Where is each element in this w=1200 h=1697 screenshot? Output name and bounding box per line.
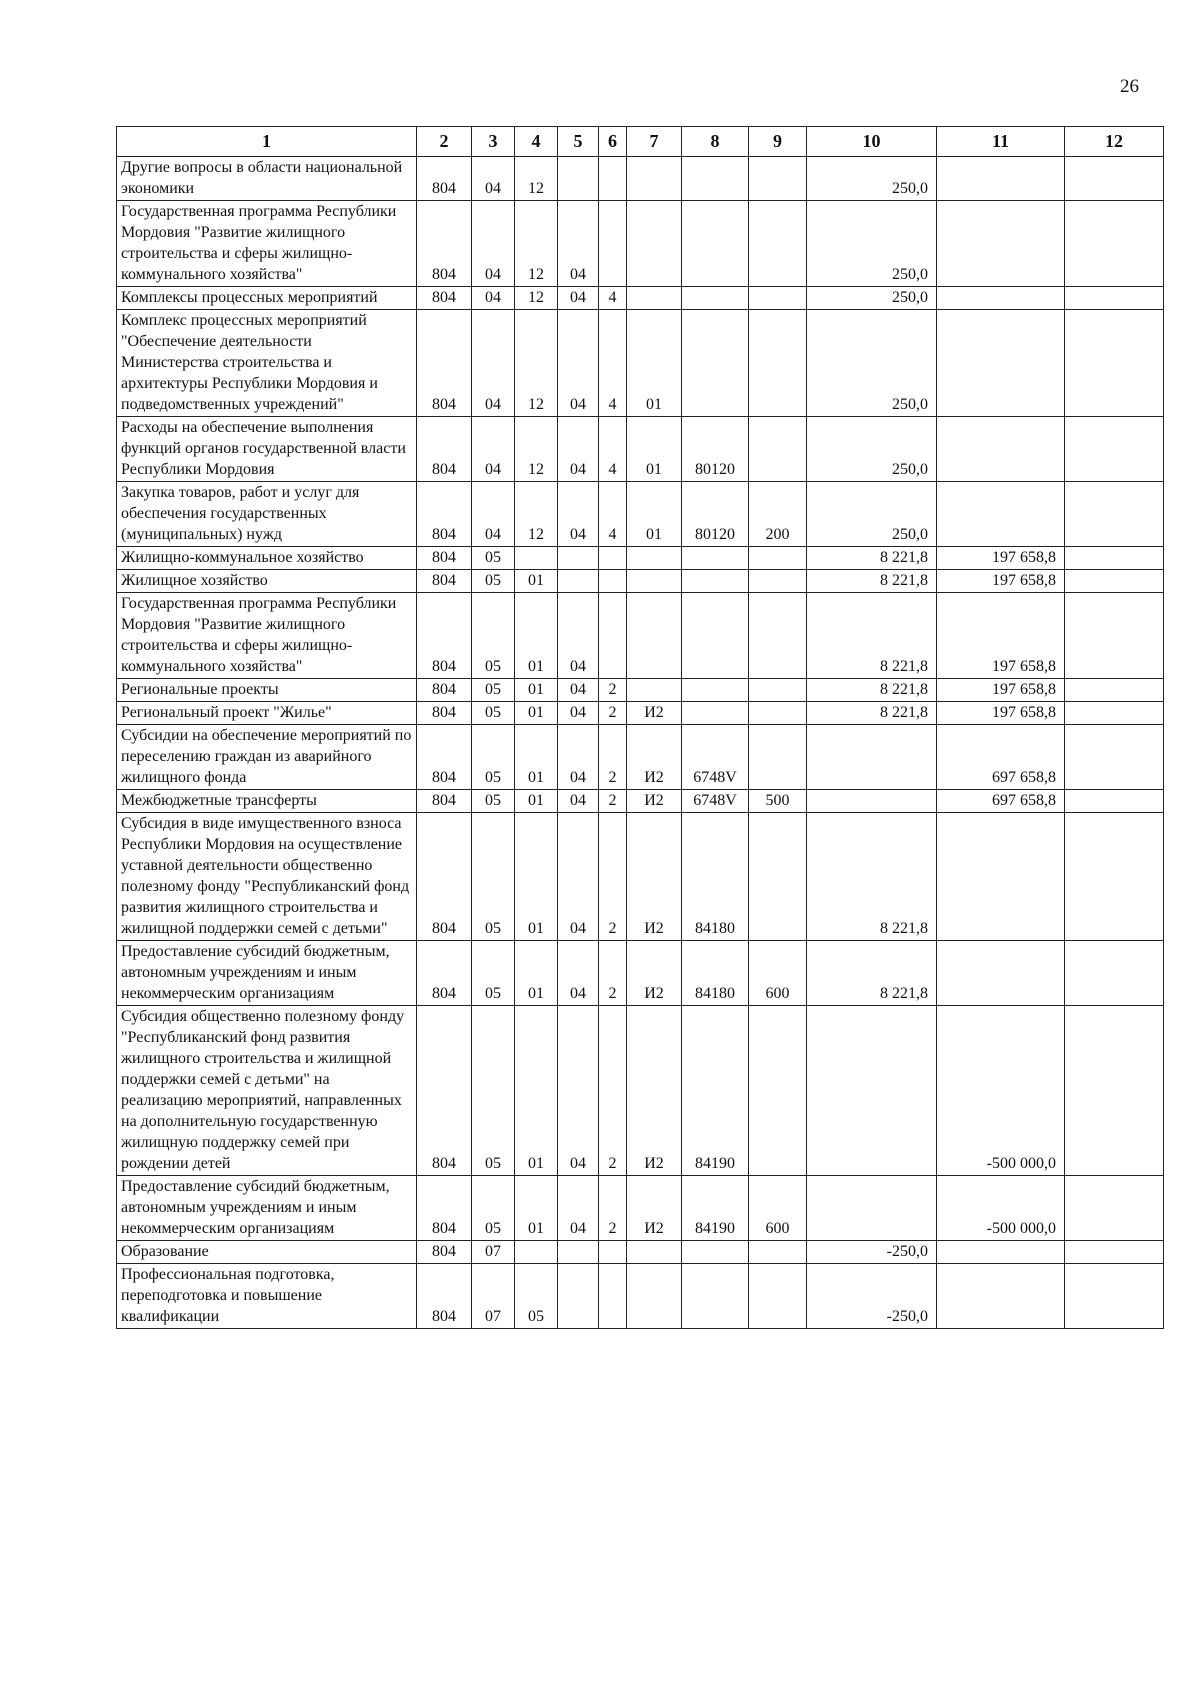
row-amount-11-cell: 197 658,8 — [937, 570, 1065, 593]
row-code-3-cell: 05 — [472, 725, 515, 790]
row-code-7-cell — [627, 547, 682, 570]
row-amount-11-cell: 197 658,8 — [937, 679, 1065, 702]
row-code-3-cell: 07 — [472, 1241, 515, 1264]
row-code-5-cell: 04 — [558, 287, 599, 310]
row-code-9-cell — [749, 201, 807, 287]
row-code-2-cell: 804 — [417, 725, 472, 790]
row-code-8-cell — [682, 157, 749, 201]
row-code-5-cell: 04 — [558, 482, 599, 547]
row-code-2-cell: 804 — [417, 547, 472, 570]
row-code-5-cell: 04 — [558, 201, 599, 287]
table-row — [117, 702, 1164, 725]
table-row — [117, 813, 1164, 941]
row-amount-11-cell — [937, 201, 1065, 287]
row-amount-12-cell — [1065, 679, 1164, 702]
row-name-cell: Региональный проект "Жилье" — [117, 702, 417, 725]
row-amount-11-cell — [937, 287, 1065, 310]
row-code-4-cell: 01 — [515, 1006, 558, 1176]
row-code-4-cell: 12 — [515, 287, 558, 310]
row-code-5-cell: 04 — [558, 941, 599, 1006]
row-amount-12-cell — [1065, 310, 1164, 417]
row-code-6-cell: 4 — [599, 287, 627, 310]
row-name-cell: Комплексы процессных мероприятий — [117, 287, 417, 310]
row-code-2-cell: 804 — [417, 790, 472, 813]
row-code-5-cell: 04 — [558, 1006, 599, 1176]
row-code-8-cell — [682, 547, 749, 570]
row-code-5-cell: 04 — [558, 679, 599, 702]
row-name-cell: Образование — [117, 1241, 417, 1264]
row-code-4-cell — [515, 1241, 558, 1264]
row-amount-10-cell: 250,0 — [807, 157, 937, 201]
row-code-5-cell: 04 — [558, 417, 599, 482]
row-code-6-cell — [599, 547, 627, 570]
row-code-3-cell: 05 — [472, 547, 515, 570]
row-code-3-cell: 05 — [472, 702, 515, 725]
row-code-2-cell: 804 — [417, 1176, 472, 1241]
row-code-6-cell: 2 — [599, 1006, 627, 1176]
row-code-6-cell: 2 — [599, 702, 627, 725]
row-code-9-cell — [749, 1006, 807, 1176]
row-code-4-cell: 01 — [515, 593, 558, 679]
row-code-7-cell — [627, 201, 682, 287]
row-code-7-cell: 01 — [627, 310, 682, 417]
row-code-2-cell: 804 — [417, 1264, 472, 1329]
table-row — [117, 417, 1164, 482]
row-amount-10-cell: 250,0 — [807, 482, 937, 547]
row-name-cell: Жилищное хозяйство — [117, 570, 417, 593]
row-code-7-cell: И2 — [627, 941, 682, 1006]
row-code-7-cell: И2 — [627, 1176, 682, 1241]
row-code-7-cell — [627, 157, 682, 201]
row-code-6-cell — [599, 157, 627, 201]
row-code-7-cell — [627, 1264, 682, 1329]
row-code-6-cell: 2 — [599, 790, 627, 813]
row-code-3-cell: 04 — [472, 310, 515, 417]
row-name-cell: Профессиональная подготовка, переподготовка и повышение квалификации — [117, 1264, 417, 1329]
row-code-9-cell — [749, 593, 807, 679]
row-name-cell: Региональные проекты — [117, 679, 417, 702]
row-code-4-cell: 12 — [515, 417, 558, 482]
header-cell-7: 7 — [627, 127, 682, 157]
header-cell-10: 10 — [807, 127, 937, 157]
row-code-3-cell: 04 — [472, 482, 515, 547]
table-row — [117, 547, 1164, 570]
row-amount-11-cell — [937, 482, 1065, 547]
row-amount-10-cell: 250,0 — [807, 310, 937, 417]
row-name-cell: Субсидия в виде имущественного взноса Республики Мордовия на осуществление уставной деятельности общественно полезному фонду "Республиканский фонд развития жилищного строительства и жилищной поддержки семей с детьми" — [117, 813, 417, 941]
row-code-5-cell: 04 — [558, 790, 599, 813]
row-code-2-cell: 804 — [417, 201, 472, 287]
table-row — [117, 725, 1164, 790]
row-code-8-cell — [682, 1264, 749, 1329]
row-code-6-cell — [599, 593, 627, 679]
row-amount-12-cell — [1065, 547, 1164, 570]
row-amount-12-cell — [1065, 1241, 1164, 1264]
row-code-2-cell: 804 — [417, 1006, 472, 1176]
row-amount-11-cell — [937, 941, 1065, 1006]
row-code-6-cell: 2 — [599, 679, 627, 702]
row-code-9-cell — [749, 570, 807, 593]
table-row — [117, 1176, 1164, 1241]
row-code-2-cell: 804 — [417, 1241, 472, 1264]
row-name-cell: Государственная программа Республики Мордовия "Развитие жилищного строительства и сферы жилищно-коммунального хозяйства" — [117, 593, 417, 679]
row-amount-11-cell: -500 000,0 — [937, 1006, 1065, 1176]
row-code-3-cell: 05 — [472, 679, 515, 702]
row-code-9-cell: 600 — [749, 941, 807, 1006]
row-code-7-cell: И2 — [627, 725, 682, 790]
row-amount-10-cell — [807, 790, 937, 813]
row-name-cell: Субсидии на обеспечение мероприятий по переселению граждан из аварийного жилищного фонда — [117, 725, 417, 790]
row-code-3-cell: 05 — [472, 941, 515, 1006]
row-amount-10-cell: 8 221,8 — [807, 813, 937, 941]
row-code-8-cell — [682, 1241, 749, 1264]
row-code-2-cell: 804 — [417, 679, 472, 702]
row-amount-12-cell — [1065, 702, 1164, 725]
row-code-8-cell — [682, 287, 749, 310]
row-amount-11-cell — [937, 310, 1065, 417]
row-code-5-cell: 04 — [558, 725, 599, 790]
row-code-8-cell: 80120 — [682, 482, 749, 547]
row-code-7-cell: И2 — [627, 813, 682, 941]
table-row — [117, 482, 1164, 547]
row-code-2-cell: 804 — [417, 157, 472, 201]
row-code-8-cell: 84180 — [682, 813, 749, 941]
table-row — [117, 790, 1164, 813]
header-cell-6: 6 — [599, 127, 627, 157]
page-number: 26 — [1120, 76, 1139, 97]
row-code-5-cell: 04 — [558, 1176, 599, 1241]
row-code-7-cell — [627, 1241, 682, 1264]
row-code-5-cell — [558, 157, 599, 201]
row-amount-12-cell — [1065, 1006, 1164, 1176]
row-code-8-cell — [682, 310, 749, 417]
row-code-9-cell: 200 — [749, 482, 807, 547]
row-code-9-cell — [749, 725, 807, 790]
row-code-7-cell — [627, 679, 682, 702]
row-amount-11-cell: 197 658,8 — [937, 547, 1065, 570]
row-code-8-cell: 84190 — [682, 1006, 749, 1176]
row-amount-12-cell — [1065, 157, 1164, 201]
row-code-4-cell — [515, 547, 558, 570]
row-code-8-cell — [682, 201, 749, 287]
row-code-3-cell: 04 — [472, 287, 515, 310]
row-code-6-cell — [599, 1264, 627, 1329]
row-name-cell: Межбюджетные трансферты — [117, 790, 417, 813]
row-code-4-cell: 01 — [515, 702, 558, 725]
row-code-7-cell: 01 — [627, 417, 682, 482]
row-code-9-cell — [749, 679, 807, 702]
row-code-9-cell — [749, 1241, 807, 1264]
row-code-7-cell — [627, 570, 682, 593]
table-row — [117, 1241, 1164, 1264]
row-name-cell: Расходы на обеспечение выполнения функций органов государственной власти Республики Мордовия — [117, 417, 417, 482]
row-name-cell: Государственная программа Республики Мордовия "Развитие жилищного строительства и сферы жилищно-коммунального хозяйства" — [117, 201, 417, 287]
row-code-8-cell: 80120 — [682, 417, 749, 482]
row-code-4-cell: 01 — [515, 790, 558, 813]
row-code-4-cell: 12 — [515, 482, 558, 547]
row-code-9-cell — [749, 287, 807, 310]
row-code-2-cell: 804 — [417, 813, 472, 941]
row-amount-10-cell: 8 221,8 — [807, 702, 937, 725]
row-name-cell: Закупка товаров, работ и услуг для обеспечения государственных (муниципальных) нужд — [117, 482, 417, 547]
row-name-cell: Предоставление субсидий бюджетным, автономным учреждениям и иным некоммерческим организациям — [117, 941, 417, 1006]
row-code-8-cell: 84190 — [682, 1176, 749, 1241]
row-amount-10-cell: 8 221,8 — [807, 547, 937, 570]
header-cell-8: 8 — [682, 127, 749, 157]
row-amount-10-cell — [807, 725, 937, 790]
row-amount-11-cell — [937, 417, 1065, 482]
header-cell-1: 1 — [117, 127, 417, 157]
row-code-3-cell: 04 — [472, 157, 515, 201]
row-amount-11-cell — [937, 1264, 1065, 1329]
row-amount-12-cell — [1065, 725, 1164, 790]
row-code-6-cell: 4 — [599, 417, 627, 482]
row-amount-12-cell — [1065, 201, 1164, 287]
row-code-5-cell — [558, 1264, 599, 1329]
row-code-3-cell: 05 — [472, 813, 515, 941]
row-code-9-cell — [749, 310, 807, 417]
row-code-3-cell: 05 — [472, 790, 515, 813]
row-amount-12-cell — [1065, 1264, 1164, 1329]
row-amount-10-cell: 8 221,8 — [807, 570, 937, 593]
table-row — [117, 310, 1164, 417]
row-amount-10-cell: 250,0 — [807, 417, 937, 482]
row-code-2-cell: 804 — [417, 310, 472, 417]
table-row — [117, 570, 1164, 593]
row-amount-12-cell — [1065, 570, 1164, 593]
row-code-9-cell — [749, 702, 807, 725]
row-code-5-cell — [558, 570, 599, 593]
row-amount-11-cell: 197 658,8 — [937, 593, 1065, 679]
row-amount-11-cell: 697 658,8 — [937, 790, 1065, 813]
row-amount-10-cell: 8 221,8 — [807, 593, 937, 679]
table-row — [117, 1006, 1164, 1176]
row-code-6-cell: 4 — [599, 310, 627, 417]
row-code-5-cell: 04 — [558, 702, 599, 725]
row-code-6-cell: 2 — [599, 1176, 627, 1241]
row-code-8-cell — [682, 679, 749, 702]
row-code-6-cell — [599, 1241, 627, 1264]
table-row — [117, 593, 1164, 679]
row-code-4-cell: 01 — [515, 941, 558, 1006]
row-code-3-cell: 07 — [472, 1264, 515, 1329]
row-name-cell: Другие вопросы в области национальной экономики — [117, 157, 417, 201]
row-amount-12-cell — [1065, 593, 1164, 679]
budget-table — [116, 126, 1164, 1329]
row-code-9-cell — [749, 813, 807, 941]
header-cell-4: 4 — [515, 127, 558, 157]
row-code-2-cell: 804 — [417, 941, 472, 1006]
table-row — [117, 941, 1164, 1006]
row-amount-10-cell: -250,0 — [807, 1241, 937, 1264]
header-cell-5: 5 — [558, 127, 599, 157]
row-amount-11-cell: 697 658,8 — [937, 725, 1065, 790]
row-code-8-cell — [682, 593, 749, 679]
row-code-6-cell: 2 — [599, 725, 627, 790]
row-code-4-cell: 05 — [515, 1264, 558, 1329]
header-row — [117, 127, 1164, 157]
row-name-cell: Жилищно-коммунальное хозяйство — [117, 547, 417, 570]
row-code-2-cell: 804 — [417, 593, 472, 679]
table-row — [117, 1264, 1164, 1329]
row-amount-11-cell: -500 000,0 — [937, 1176, 1065, 1241]
row-name-cell: Комплекс процессных мероприятий "Обеспечение деятельности Министерства строительства и архитектуры Республики Мордовия и подведомственных учреждений" — [117, 310, 417, 417]
header-cell-12: 12 — [1065, 127, 1164, 157]
row-code-4-cell: 01 — [515, 1176, 558, 1241]
row-amount-10-cell — [807, 1006, 937, 1176]
row-amount-11-cell — [937, 813, 1065, 941]
row-code-8-cell — [682, 570, 749, 593]
row-code-5-cell: 04 — [558, 310, 599, 417]
row-code-5-cell — [558, 547, 599, 570]
row-amount-12-cell — [1065, 941, 1164, 1006]
row-code-9-cell — [749, 547, 807, 570]
row-amount-11-cell: 197 658,8 — [937, 702, 1065, 725]
row-code-5-cell — [558, 1241, 599, 1264]
row-code-2-cell: 804 — [417, 702, 472, 725]
table-row — [117, 679, 1164, 702]
row-code-9-cell: 600 — [749, 1176, 807, 1241]
header-cell-9: 9 — [749, 127, 807, 157]
row-amount-10-cell: 8 221,8 — [807, 941, 937, 1006]
row-code-9-cell — [749, 157, 807, 201]
row-code-4-cell: 12 — [515, 157, 558, 201]
row-code-4-cell: 12 — [515, 310, 558, 417]
row-amount-11-cell — [937, 1241, 1065, 1264]
budget-table-body — [117, 157, 1164, 1329]
row-code-3-cell: 05 — [472, 1006, 515, 1176]
row-code-8-cell — [682, 702, 749, 725]
row-code-6-cell: 2 — [599, 813, 627, 941]
row-code-8-cell: 6748V — [682, 725, 749, 790]
table-row — [117, 201, 1164, 287]
row-code-4-cell: 01 — [515, 725, 558, 790]
row-code-6-cell: 2 — [599, 941, 627, 1006]
row-code-6-cell — [599, 201, 627, 287]
row-code-4-cell: 01 — [515, 679, 558, 702]
row-name-cell: Предоставление субсидий бюджетным, автономным учреждениям и иным некоммерческим организациям — [117, 1176, 417, 1241]
row-amount-11-cell — [937, 157, 1065, 201]
table-row — [117, 157, 1164, 201]
row-code-2-cell: 804 — [417, 417, 472, 482]
row-amount-10-cell: -250,0 — [807, 1264, 937, 1329]
row-code-4-cell: 01 — [515, 570, 558, 593]
row-amount-10-cell — [807, 1176, 937, 1241]
row-code-7-cell: И2 — [627, 702, 682, 725]
header-cell-2: 2 — [417, 127, 472, 157]
row-amount-12-cell — [1065, 813, 1164, 941]
row-code-4-cell: 01 — [515, 813, 558, 941]
row-code-2-cell: 804 — [417, 570, 472, 593]
row-code-2-cell: 804 — [417, 287, 472, 310]
row-name-cell: Субсидия общественно полезному фонду "Республиканский фонд развития жилищного строительства и жилищной поддержки семей с детьми" на реализацию мероприятий, направленных на дополнительную государственную жилищную поддержку семей при рождении детей — [117, 1006, 417, 1176]
row-code-7-cell — [627, 593, 682, 679]
row-code-7-cell: 01 — [627, 482, 682, 547]
row-code-5-cell: 04 — [558, 813, 599, 941]
row-code-9-cell — [749, 1264, 807, 1329]
table-row — [117, 287, 1164, 310]
row-code-6-cell: 4 — [599, 482, 627, 547]
row-amount-12-cell — [1065, 790, 1164, 813]
row-code-9-cell — [749, 417, 807, 482]
row-code-3-cell: 05 — [472, 593, 515, 679]
row-amount-12-cell — [1065, 1176, 1164, 1241]
row-amount-12-cell — [1065, 417, 1164, 482]
row-code-3-cell: 04 — [472, 201, 515, 287]
row-code-7-cell: И2 — [627, 1006, 682, 1176]
header-cell-3: 3 — [472, 127, 515, 157]
header-cell-11: 11 — [937, 127, 1065, 157]
row-code-3-cell: 04 — [472, 417, 515, 482]
row-code-2-cell: 804 — [417, 482, 472, 547]
row-code-5-cell: 04 — [558, 593, 599, 679]
row-amount-12-cell — [1065, 482, 1164, 547]
row-code-3-cell: 05 — [472, 570, 515, 593]
row-code-9-cell: 500 — [749, 790, 807, 813]
row-code-7-cell — [627, 287, 682, 310]
row-code-8-cell: 84180 — [682, 941, 749, 1006]
row-amount-12-cell — [1065, 287, 1164, 310]
row-code-6-cell — [599, 570, 627, 593]
row-code-7-cell: И2 — [627, 790, 682, 813]
row-amount-10-cell: 250,0 — [807, 201, 937, 287]
row-code-8-cell: 6748V — [682, 790, 749, 813]
row-amount-10-cell: 250,0 — [807, 287, 937, 310]
row-code-3-cell: 05 — [472, 1176, 515, 1241]
row-code-4-cell: 12 — [515, 201, 558, 287]
row-amount-10-cell: 8 221,8 — [807, 679, 937, 702]
